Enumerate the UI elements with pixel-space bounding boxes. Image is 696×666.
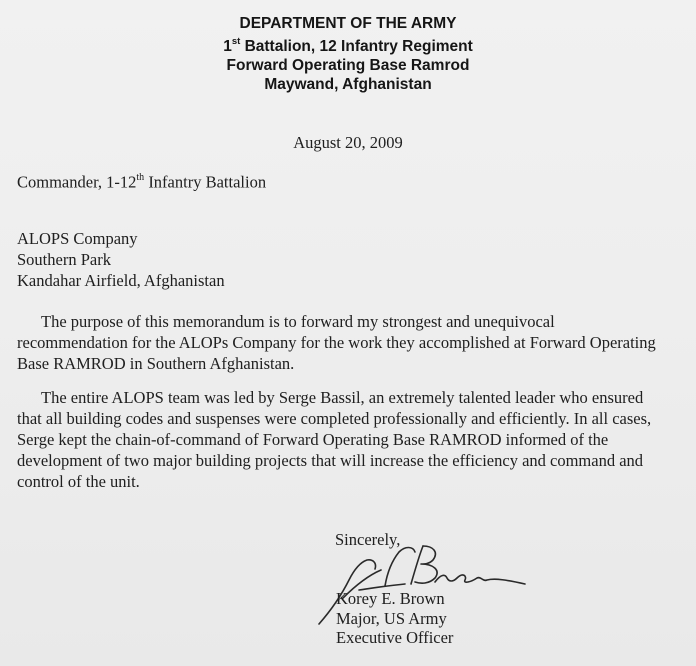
body-paragraph-1 xyxy=(17,311,687,374)
address-line: Kandahar Airfield, Afghanistan xyxy=(17,271,225,290)
letterhead-department: DEPARTMENT OF THE ARMY xyxy=(239,15,457,32)
to-ordinal: th xyxy=(136,172,145,183)
signatory-name: Korey E. Brown xyxy=(336,589,445,608)
unit-ordinal: st xyxy=(231,36,241,47)
signature-block xyxy=(336,589,453,648)
to-line xyxy=(17,168,266,193)
address-line: Southern Park xyxy=(17,250,111,269)
unit-number: 1 xyxy=(223,38,232,56)
paragraph-line: development of two major building projects that will increase the efficiency and command and xyxy=(17,451,644,470)
body-paragraph-2 xyxy=(17,387,687,492)
paragraph-line: The entire ALOPS team was led by Serge Bassil, an extremely talented leader who ensured xyxy=(41,388,644,407)
recipient-address xyxy=(17,228,225,291)
closing: Sincerely, xyxy=(335,530,401,549)
to-rest: Infantry Battalion xyxy=(144,172,267,192)
letter-date: August 20, 2009 xyxy=(293,133,403,152)
paragraph-line: that all building codes and suspenses were completed professionally and efficiently. In all cases, xyxy=(17,409,652,428)
signatory-rank: Major, US Army xyxy=(336,608,447,628)
letterhead-base: Forward Operating Base Ramrod xyxy=(226,57,470,75)
paragraph-line: Serge kept the chain-of-command of Forward Operating Base RAMROD informed of the xyxy=(17,430,609,449)
letterhead xyxy=(0,14,696,94)
signatory-title: Executive Officer xyxy=(336,628,454,647)
paragraph-line: Base RAMROD in Southern Afghanistan. xyxy=(17,354,295,373)
paragraph-line: The purpose of this memorandum is to forward my strongest and unequivocal xyxy=(41,312,555,331)
unit-name: Battalion, 12 Infantry Regiment xyxy=(240,38,473,56)
paragraph-line: control of the unit. xyxy=(17,472,140,491)
to-prefix: Commander, 1-12 xyxy=(17,172,137,192)
letterhead-location: Maywand, Afghanistan xyxy=(264,76,432,94)
paragraph-line: recommendation for the ALOPs Company for the work they accomplished at Forward Operating xyxy=(17,333,656,352)
address-line: ALOPS Company xyxy=(17,229,138,248)
letterhead-unit xyxy=(0,33,696,56)
